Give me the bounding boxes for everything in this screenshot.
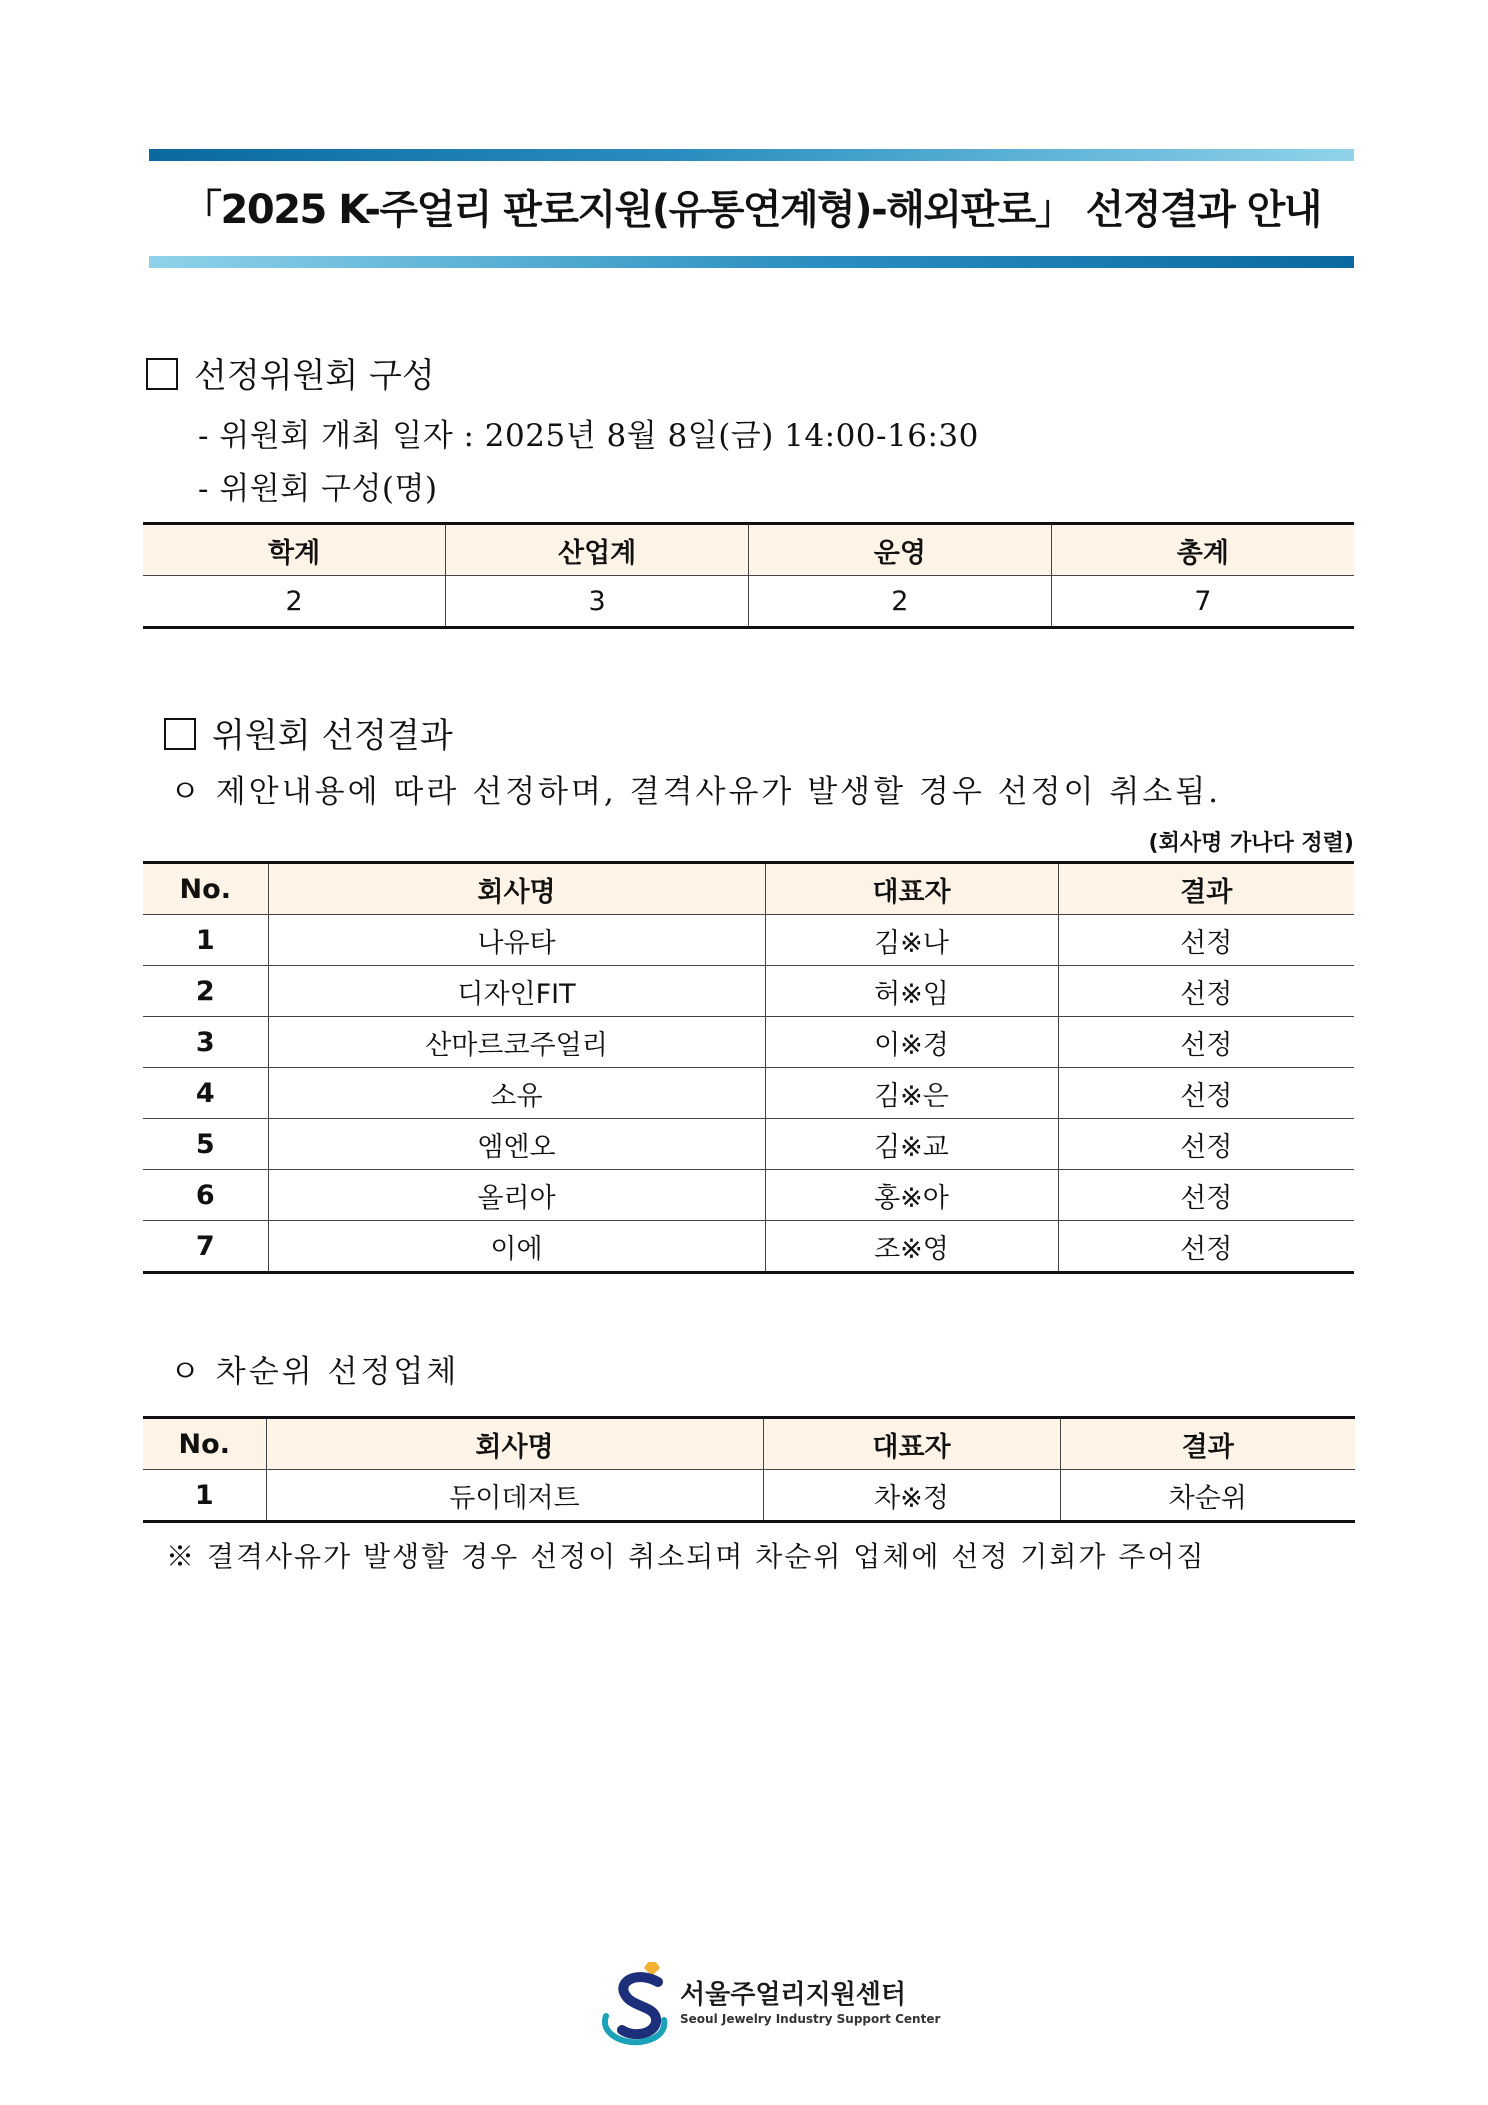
table-row [143, 966, 1354, 1017]
header-no: No. [143, 1418, 266, 1470]
selection-note: ㅇ 제안내용에 따라 선정하며, 결격사유가 발생할 경우 선정이 취소됨. [170, 774, 1222, 810]
organization-logo [600, 1960, 941, 2046]
header-operation: 운영 [749, 524, 1052, 576]
header-result: 결과 [1060, 1418, 1355, 1470]
table-header-row [143, 1418, 1355, 1470]
table-row [143, 1170, 1354, 1221]
row-result: 선정 [1058, 1068, 1354, 1119]
section1-heading: 선정위원회 구성 [146, 348, 435, 397]
row-representative: 차※정 [763, 1470, 1060, 1522]
row-company: 이에 [268, 1221, 765, 1273]
row-no: 2 [143, 966, 268, 1017]
row-result: 선정 [1058, 1221, 1354, 1273]
value-total: 7 [1051, 576, 1354, 628]
table-header-row [143, 524, 1354, 576]
row-no: 5 [143, 1119, 268, 1170]
page-title: 「2025 K-주얼리 판로지원(유통연계형)-해외판로」 선정결과 안내 [182, 187, 1321, 233]
table-row [143, 1017, 1354, 1068]
committee-date-line: - 위원회 개최 일자 : 2025년 8월 8일(금) 14:00-16:30 [198, 418, 979, 454]
row-representative: 김※나 [765, 915, 1058, 966]
table-row [143, 1068, 1354, 1119]
committee-composition-line: - 위원회 구성(명) [198, 471, 438, 507]
row-representative: 홍※아 [765, 1170, 1058, 1221]
checkbox-square-icon [146, 358, 178, 390]
logo-subtitle: Seoul Jewelry Industry Support Center [680, 2012, 941, 2026]
row-result: 선정 [1058, 1170, 1354, 1221]
row-no: 1 [143, 915, 268, 966]
row-company: 산마르코주얼리 [268, 1017, 765, 1068]
checkbox-square-icon [164, 718, 196, 750]
title-top-bar [149, 149, 1354, 161]
row-representative: 조※영 [765, 1221, 1058, 1273]
header-industry: 산업계 [446, 524, 749, 576]
header-academia: 학계 [143, 524, 446, 576]
row-no: 3 [143, 1017, 268, 1068]
logo-name: 서울주얼리지원센터 [680, 1980, 907, 2010]
row-company: 나유타 [268, 915, 765, 966]
table-row [143, 1119, 1354, 1170]
table-header-row [143, 863, 1354, 915]
row-result: 선정 [1058, 1119, 1354, 1170]
header-representative: 대표자 [765, 863, 1058, 915]
row-result: 차순위 [1060, 1470, 1355, 1522]
value-academia: 2 [143, 576, 446, 628]
runner-up-table [143, 1416, 1355, 1523]
row-no: 6 [143, 1170, 268, 1221]
row-result: 선정 [1058, 915, 1354, 966]
value-operation: 2 [749, 576, 1052, 628]
table-row [143, 915, 1354, 966]
header-result: 결과 [1058, 863, 1354, 915]
row-company: 듀이데저트 [266, 1470, 763, 1522]
row-representative: 김※은 [765, 1068, 1058, 1119]
row-result: 선정 [1058, 966, 1354, 1017]
row-result: 선정 [1058, 1017, 1354, 1068]
title-bottom-bar [149, 256, 1354, 268]
row-representative: 허※임 [765, 966, 1058, 1017]
row-no: 1 [143, 1470, 266, 1522]
logo-s-mark-icon [600, 1960, 680, 2046]
section2-heading: 위원회 선정결과 [164, 708, 453, 757]
committee-composition-table [143, 522, 1354, 629]
row-company: 소유 [268, 1068, 765, 1119]
table-row [143, 576, 1354, 628]
header-no: No. [143, 863, 268, 915]
row-representative: 김※교 [765, 1119, 1058, 1170]
value-industry: 3 [446, 576, 749, 628]
runner-up-heading: ㅇ 차순위 선정업체 [170, 1354, 460, 1390]
row-company: 엠엔오 [268, 1119, 765, 1170]
header-total: 총계 [1051, 524, 1354, 576]
header-company: 회사명 [268, 863, 765, 915]
row-representative: 이※경 [765, 1017, 1058, 1068]
table-row [143, 1221, 1354, 1273]
row-no: 7 [143, 1221, 268, 1273]
row-no: 4 [143, 1068, 268, 1119]
selection-results-table [143, 861, 1354, 1274]
footnote: ※ 결격사유가 발생할 경우 선정이 취소되며 차순위 업체에 선정 기회가 주어짐 [166, 1540, 1206, 1573]
header-company: 회사명 [266, 1418, 763, 1470]
row-company: 디자인FIT [268, 966, 765, 1017]
header-representative: 대표자 [763, 1418, 1060, 1470]
table-row [143, 1470, 1355, 1522]
sort-note: (회사명 가나다 정렬) [1148, 831, 1354, 856]
row-company: 올리아 [268, 1170, 765, 1221]
